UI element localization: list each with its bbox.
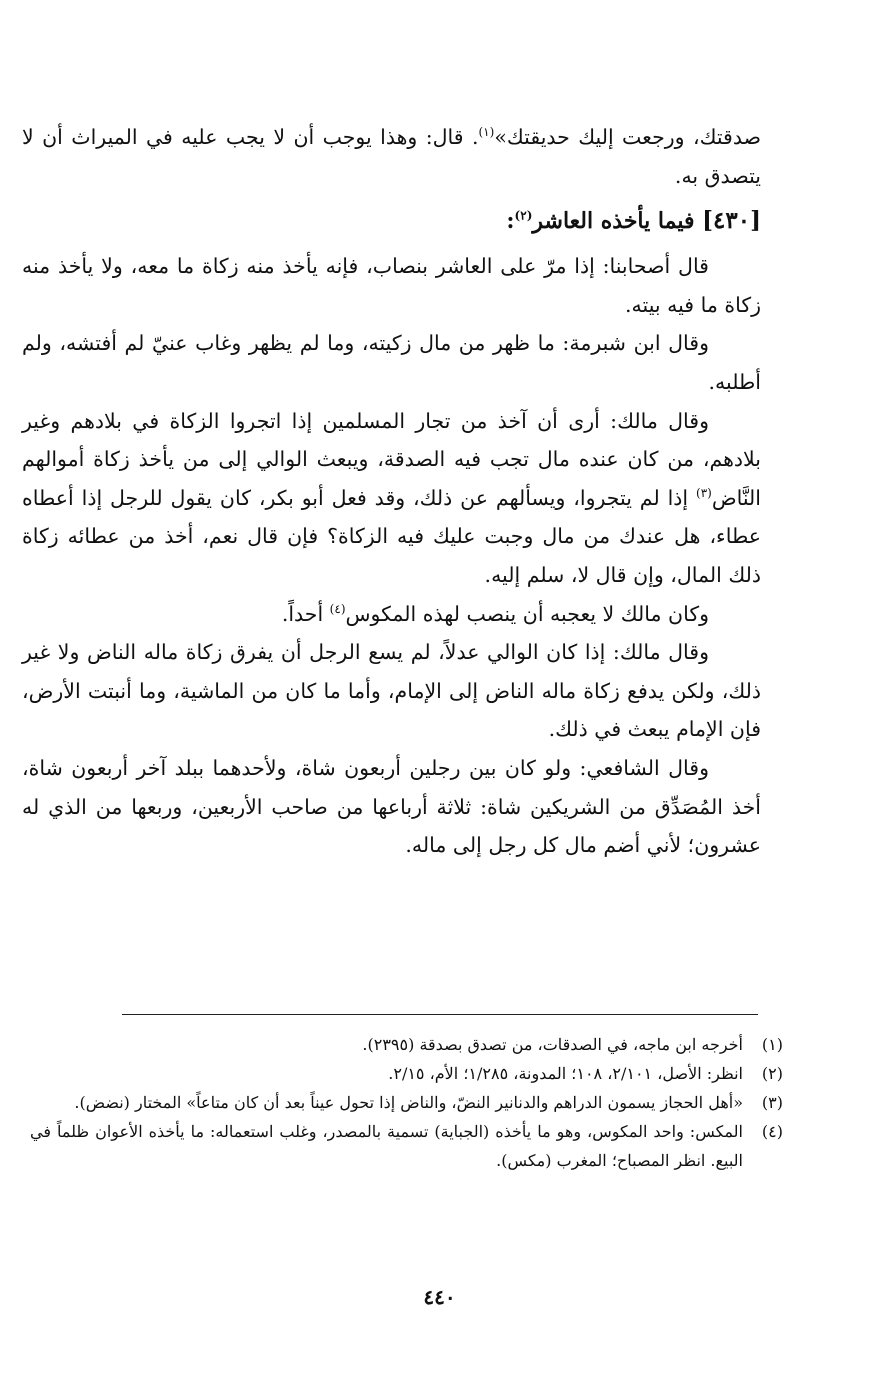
paragraph-ibn-shubruma: وقال ابن شبرمة: ما ظهر من مال زكيته، وما لم يظهر وغاب عنيّ لم أفتشه، ولم أطلبه. — [22, 331, 761, 394]
footnote — [30, 1030, 783, 1059]
footnote — [30, 1117, 783, 1175]
continuation-text-end: . قال: وهذا يوجب أن لا يجب عليه في الميراث أن لا يتصدق به. — [22, 125, 761, 188]
footnote-ref-1: (١) — [478, 125, 495, 140]
continuation-text: صدقتك، ورجعت إليك حديقتك» — [494, 125, 762, 149]
footnote-ref-3: (٣) — [696, 485, 712, 500]
footnote — [30, 1088, 783, 1117]
footnote-ref-4: (٤) — [329, 601, 346, 616]
footnote — [30, 1059, 783, 1088]
footnote-number: (١) — [761, 1035, 783, 1054]
footnote-divider — [122, 1014, 758, 1015]
page-number: ٤٤٠ — [423, 1285, 456, 1309]
paragraph-companions: قال أصحابنا: إذا مرّ على العاشر بنصاب، فإنه يأخذ منه زكاة ما معه، ولا يأخذ منه زكاة ما فيه بيته. — [22, 254, 761, 317]
paragraph-malik-2 — [22, 595, 761, 634]
section-title: فيما يأخذه العاشر — [532, 208, 695, 235]
section-heading — [22, 201, 761, 241]
paragraph-malik-2-text: وكان مالك لا يعجبه أن ينصب لهذه المكوس — [345, 601, 709, 626]
footnote-text: أخرجه ابن ماجه، في الصدقات، من تصدق بصدقة (٢٣٩٥). — [362, 1035, 743, 1054]
footnote-number: (٢) — [761, 1064, 783, 1083]
paragraph-malik-1 — [22, 402, 761, 595]
section-number: [٤٣٠] — [702, 207, 761, 235]
section-title-colon: : — [506, 208, 515, 235]
main-text — [22, 118, 761, 865]
footnote-text: «أهل الحجاز يسمون الدراهم والدنانير النضّ، والناض إذا تحول عيناً بعد أن كان متاعاً» المختار (نضض). — [74, 1093, 743, 1112]
continuation-paragraph — [22, 118, 761, 195]
footnotes — [30, 1030, 783, 1175]
paragraph-shafii: وقال الشافعي: ولو كان بين رجلين أربعون شاة، ولأحدهما ببلد آخر أربعون شاة، أخذ المُصَدِّق من الشريكين شاة: ثلاثة أرباعها من صاحب الأربعين، وربعها من الذي له عشرون؛ لأني أضم مال كل رجل إلى ماله. — [22, 755, 761, 858]
footnote-number: (٤) — [761, 1122, 783, 1141]
paragraph-malik-1-text: وقال مالك: أرى أن آخذ من تجار المسلمين إذا اتجروا الزكاة في بلادهم وغير بلادهم، من كان عنده مال تجب فيه الصدقة، ويبعث الوالي إلى من يأخذ زكاة أموالهم النَّاض — [22, 408, 761, 510]
paragraph-malik-3: وقال مالك: إذا كان الوالي عدلاً، لم يسع الرجل أن يفرق زكاة ماله الناض ولا غير ذلك، ولكن يدفع زكاة ماله الناض إلى الإمام، وأما ما كان من الماشية، وما أنبتت الأرض، فإن الإمام يبعث في ذلك. — [22, 640, 761, 742]
paragraph-malik-1-text-end: إذا لم يتجروا، ويسألهم عن ذلك، وقد فعل أبو بكر، كان يقول للرجل إذا أعطاه عطاء، هل عندك من مال وجبت عليك فيه الزكاة؟ فإن قال نعم، أخذ من عطائه زكاة ذلك المال، وإن قال لا، سلم إليه. — [22, 485, 761, 587]
footnote-number: (٣) — [761, 1093, 783, 1112]
footnote-text: المكس: واحد المكوس، وهو ما يأخذه (الجباية) تسمية بالمصدر، وغلب استعماله: ما يأخذه الأعوان ظلماً في البيع. انظر المصباح؛ المغرب (مكس). — [30, 1122, 744, 1170]
footnote-ref-2: (٢) — [514, 208, 533, 223]
paragraph-malik-2-text-end: أحداً. — [281, 601, 330, 626]
footnote-text: انظر: الأصل، ٢/١٠١، ١٠٨؛ المدونة، ١/٢٨٥؛ الأم، ٢/١٥. — [388, 1064, 743, 1083]
